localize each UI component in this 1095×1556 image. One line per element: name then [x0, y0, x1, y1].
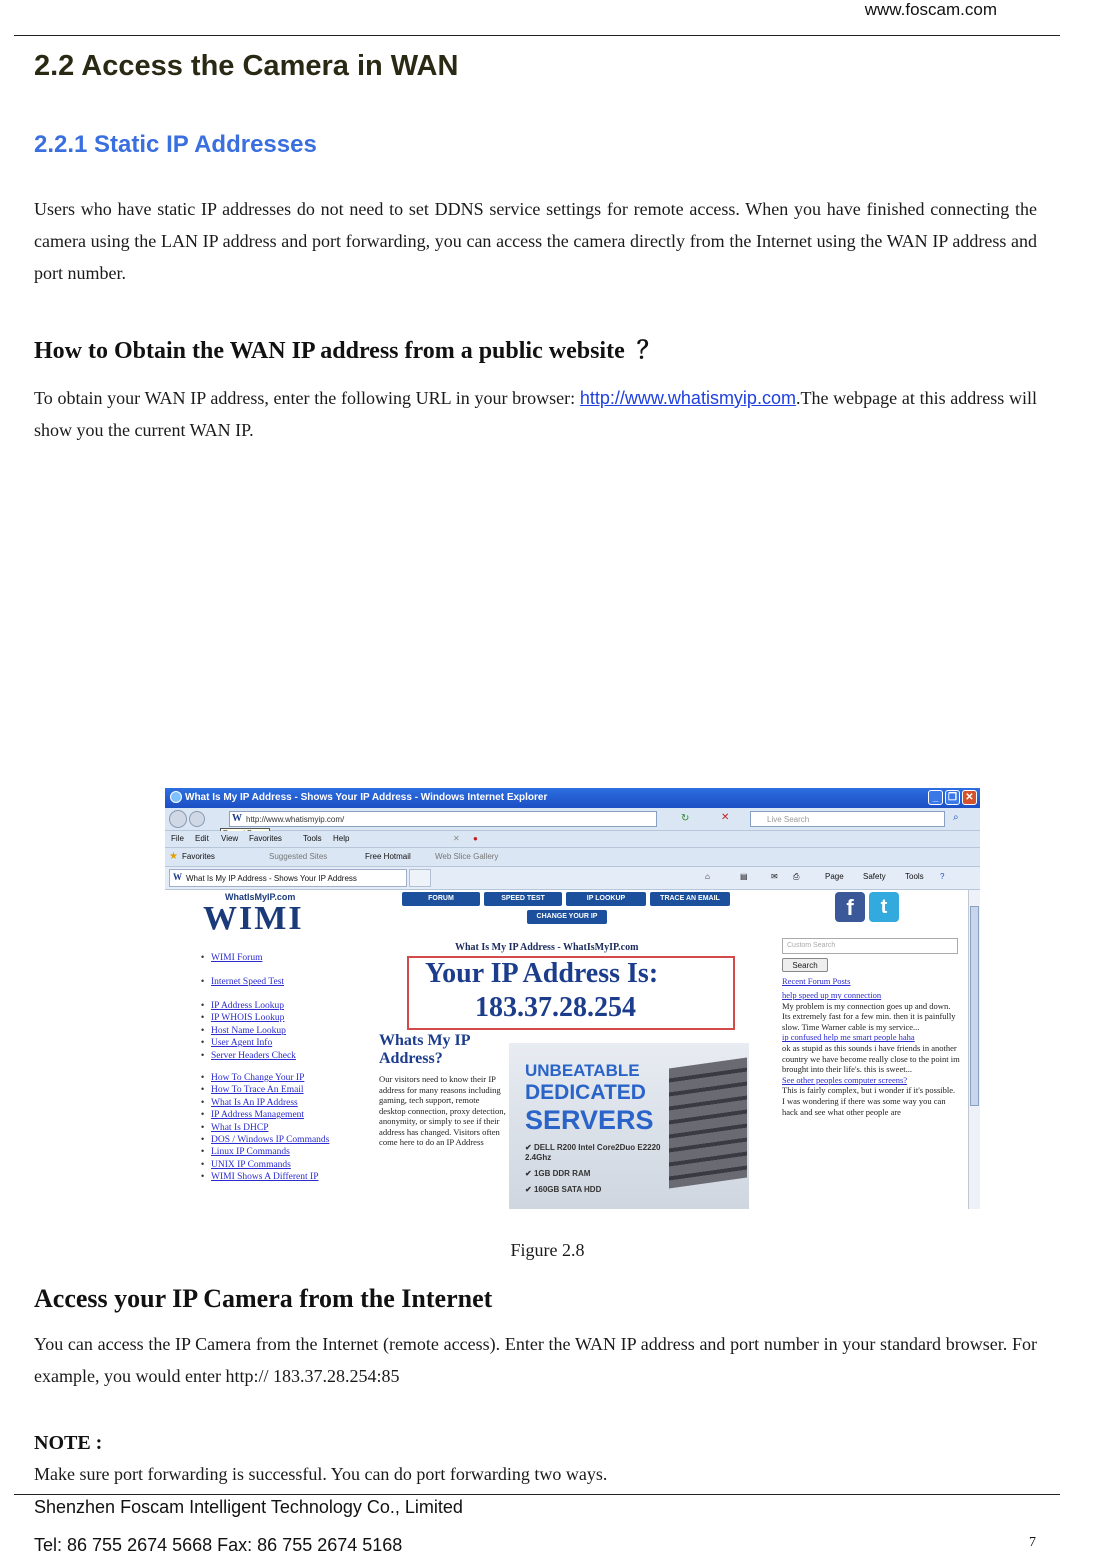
browser-screenshot	[165, 788, 980, 1209]
nav-speed-test[interactable]: SPEED TEST	[484, 892, 562, 906]
site-name: WhatIsMyIP.com	[225, 892, 296, 902]
sidebar-link[interactable]: User Agent Info	[211, 1038, 273, 1049]
favorites-star-icon[interactable]: ★	[169, 851, 178, 862]
window-titlebar	[165, 788, 980, 808]
sidebar-link[interactable]: Linux IP Commands	[211, 1147, 290, 1158]
obtain-text-after: .The webpage at this address will show you the current WAN IP.	[34, 388, 1038, 440]
sidebar-link[interactable]: What Is An IP Address	[211, 1097, 298, 1108]
live-search-input[interactable]: Live Search	[750, 811, 945, 827]
sidebar-link[interactable]: How To Change Your IP	[211, 1073, 305, 1083]
nav-forum[interactable]: FORUM	[402, 892, 480, 906]
stop-icon[interactable]: ✕	[721, 812, 730, 823]
ad-bullet-1-text: DELL R200 Intel Core2Duo E2220 2.4Ghz	[525, 1143, 661, 1162]
bullet: •	[201, 1000, 205, 1010]
menu-edit[interactable]: Edit	[195, 834, 209, 843]
search-icon[interactable]: ⌕	[953, 812, 959, 823]
menu-bar	[165, 831, 980, 848]
sidebar-link[interactable]: IP Address Management	[211, 1110, 305, 1121]
nav-ip-lookup[interactable]: IP LOOKUP	[566, 892, 646, 906]
site-favicon: W	[232, 813, 242, 824]
bullet: •	[201, 1024, 205, 1035]
footer-rule	[14, 1494, 1060, 1495]
bullet: •	[201, 1134, 205, 1144]
ad-bullet-3-text: 160GB SATA HDD	[533, 1185, 602, 1194]
menu-file[interactable]: File	[171, 834, 184, 843]
ad-bullet-3: ✔ 160GB SATA HDD	[525, 1185, 602, 1194]
window-title: What Is My IP Address - Shows Your IP Address - Windows Internet Explorer	[185, 792, 548, 803]
menu-tools[interactable]: Tools	[303, 834, 322, 843]
menu-help[interactable]: Help	[333, 834, 350, 843]
twitter-icon[interactable]: t	[869, 892, 899, 922]
menu-view[interactable]: View	[221, 834, 239, 843]
close-icon[interactable]: ✕	[962, 790, 977, 805]
sidebar-link[interactable]: UNIX IP Commands	[211, 1159, 291, 1170]
web-slice-gallery-link[interactable]: Web Slice Gallery	[435, 852, 499, 861]
print-icon[interactable]: ⎙	[793, 872, 800, 881]
bullet: •	[201, 952, 205, 962]
new-tab-button[interactable]	[409, 869, 431, 887]
favorites-button[interactable]: Favorites	[182, 852, 215, 861]
forum-post-title[interactable]: help speed up my connection	[782, 990, 882, 1000]
sidebar-link[interactable]: Server Headers Check	[211, 1050, 296, 1061]
main-heading: What Is My IP Address - WhatIsMyIP.com	[455, 942, 639, 953]
forward-icon[interactable]	[189, 811, 205, 827]
bullet: •	[201, 1146, 205, 1157]
tab-favicon: W	[173, 872, 182, 882]
servers-ad[interactable]	[509, 1043, 749, 1209]
page-number: 7	[1029, 1535, 1036, 1550]
ip-label: Your IP Address Is:	[425, 958, 659, 989]
minimize-icon[interactable]: _	[928, 790, 943, 805]
page-menu[interactable]: Page	[825, 872, 844, 881]
access-paragraph: You can access the IP Camera from the Internet (remote access). Enter the WAN IP address and port number in your standard browser. For example, you would enter http:// 183.37.28.254:85	[34, 1334, 1037, 1386]
addon-icon[interactable]: ●	[473, 834, 478, 843]
figure-caption: Figure 2.8	[510, 1240, 585, 1260]
help-icon[interactable]: ?	[940, 872, 945, 881]
sidebar-link[interactable]: What Is DHCP	[211, 1122, 269, 1133]
forum-post-text: ok as stupid as this sounds i have friends in another country we have become really close to the point im brought into their life's. this is sweet...	[782, 1042, 960, 1075]
bullet: •	[201, 1171, 205, 1182]
sidebar-link[interactable]: IP Address Lookup	[211, 1001, 285, 1011]
bullet: •	[201, 1012, 205, 1023]
address-input[interactable]: http://www.whatismyip.com/	[229, 811, 657, 827]
forum-posts	[782, 990, 960, 1117]
obtain-text-before: To obtain your WAN IP address, enter the following URL in your browser:	[34, 388, 580, 408]
google-search-button[interactable]: Search	[782, 958, 828, 972]
ad-headline-3: SERVERS	[525, 1105, 654, 1135]
bullet: •	[201, 1084, 205, 1095]
forum-post-title[interactable]: See other peoples computer screens?	[782, 1074, 908, 1085]
ad-bullet-2: ✔ 1GB DDR RAM	[525, 1169, 591, 1178]
forum-post-title[interactable]: ip confused help me smart people haha	[782, 1032, 915, 1043]
refresh-icon[interactable]: ↻	[681, 813, 690, 824]
bullet: •	[201, 976, 205, 986]
address-bar-row	[165, 808, 980, 831]
tab-row	[165, 867, 980, 890]
page-content	[165, 890, 968, 1209]
wimi-logo[interactable]: WIMI	[203, 900, 304, 937]
facebook-icon[interactable]: f	[835, 892, 865, 922]
bullet: •	[201, 1109, 205, 1120]
free-hotmail-link[interactable]: Free Hotmail	[365, 852, 411, 861]
header-rule	[14, 35, 1060, 36]
footer-contact: Tel: 86 755 2674 5668 Fax: 86 755 2674 5168	[34, 1535, 403, 1555]
nav-trace-email[interactable]: TRACE AN EMAIL	[650, 892, 730, 906]
sidebar-link-wimi-forum[interactable]: WIMI Forum	[211, 953, 263, 963]
mail-icon[interactable]: ✉	[771, 872, 778, 881]
sidebar-link[interactable]: IP WHOIS Lookup	[211, 1013, 285, 1024]
sidebar-link[interactable]: DOS / Windows IP Commands	[211, 1135, 330, 1145]
bullet: •	[201, 1049, 205, 1060]
footer-company: Shenzhen Foscam Intelligent Technology Co., Limited	[34, 1497, 463, 1517]
bullet: •	[201, 1121, 205, 1132]
intro-paragraph: Users who have static IP addresses do not need to set DDNS service settings for remote access. When you have finished connecting the camera using the LAN IP address and port forwarding, you can access the camera directly from the Internet using the WAN IP address and port number.	[34, 199, 1037, 283]
site-url: www.foscam.com	[864, 0, 997, 19]
bullet: •	[201, 1158, 205, 1169]
bullet: •	[201, 1072, 205, 1082]
google-search-input[interactable]: Custom Search	[782, 938, 958, 954]
nav-change-ip[interactable]: CHANGE YOUR IP	[527, 910, 607, 924]
sidebar-link-speed-test[interactable]: Internet Speed Test	[211, 977, 285, 987]
forum-post-text: This is fairly complex, but i wonder if it's possible. I was wondering if there was some way you can hack and see what other people are	[782, 1085, 956, 1117]
obtain-heading: How to Obtain the WAN IP address from a public website ？	[34, 338, 661, 364]
home-icon[interactable]: ⌂	[705, 872, 710, 881]
ad-bullet-1: ✔ DELL R200 Intel Core2Duo E2220 2.4Ghz	[525, 1143, 661, 1162]
sidebar-link[interactable]: How To Trace An Email	[211, 1085, 304, 1096]
whats-text: Our visitors need to know their IP address for many reasons including gaming, tech support, remote desktop connection, proxy detection, anonymity, or simply to see if their address has changed. Visitors often come here to do an IP Address	[379, 1074, 506, 1147]
ad-bullet-2-text: 1GB DDR RAM	[533, 1169, 591, 1178]
close-tab-icon[interactable]: ✕	[453, 834, 460, 843]
note-text: Make sure port forwarding is successful. You can do port forwarding two ways.	[34, 1464, 608, 1484]
ad-headline-1: UNBEATABLE	[525, 1061, 640, 1080]
sidebar-link[interactable]: WIMI Shows A Different IP	[211, 1172, 319, 1183]
whatismyip-link[interactable]: http://www.whatismyip.com	[579, 388, 796, 408]
menu-favorites[interactable]: Favorites	[249, 834, 282, 843]
section-title: 2.2 Access the Camera in WAN	[34, 50, 459, 82]
note-heading: NOTE :	[34, 1432, 103, 1454]
safety-menu[interactable]: Safety	[863, 872, 886, 881]
back-icon[interactable]	[169, 810, 187, 828]
scrollbar-thumb[interactable]	[970, 906, 979, 1106]
whats-heading: Whats My IP Address?	[379, 1032, 470, 1067]
browser-tab[interactable]: What Is My IP Address - Shows Your IP Address	[169, 869, 407, 887]
favorites-bar	[165, 848, 980, 867]
ad-headline-2: DEDICATED	[525, 1081, 646, 1104]
ie-icon	[170, 791, 182, 803]
forum-post-text: My problem is my connection goes up and down. Its extremely fast for a few min. then it is painfully slow. Time Warner cable is my service...	[782, 1000, 956, 1032]
bullet: •	[201, 1096, 205, 1107]
obtain-paragraph	[34, 382, 1037, 446]
bullet: •	[201, 1037, 205, 1048]
sidebar-link[interactable]: Host Name Lookup	[211, 1025, 286, 1036]
access-heading: Access your IP Camera from the Internet	[34, 1284, 493, 1313]
feeds-icon[interactable]: ▤	[740, 872, 748, 881]
maximize-icon[interactable]: ❐	[945, 790, 960, 805]
forum-title[interactable]	[782, 976, 960, 987]
tools-menu[interactable]: Tools	[905, 872, 924, 881]
subsection-title: 2.2.1 Static IP Addresses	[34, 131, 317, 158]
forum-title-link[interactable]: Recent Forum Posts	[782, 976, 851, 986]
server-rack-image	[669, 1058, 747, 1189]
suggested-sites-link[interactable]: Suggested Sites	[269, 852, 328, 861]
scrollbar[interactable]	[968, 890, 980, 1209]
ip-value: 183.37.28.254	[475, 992, 636, 1023]
